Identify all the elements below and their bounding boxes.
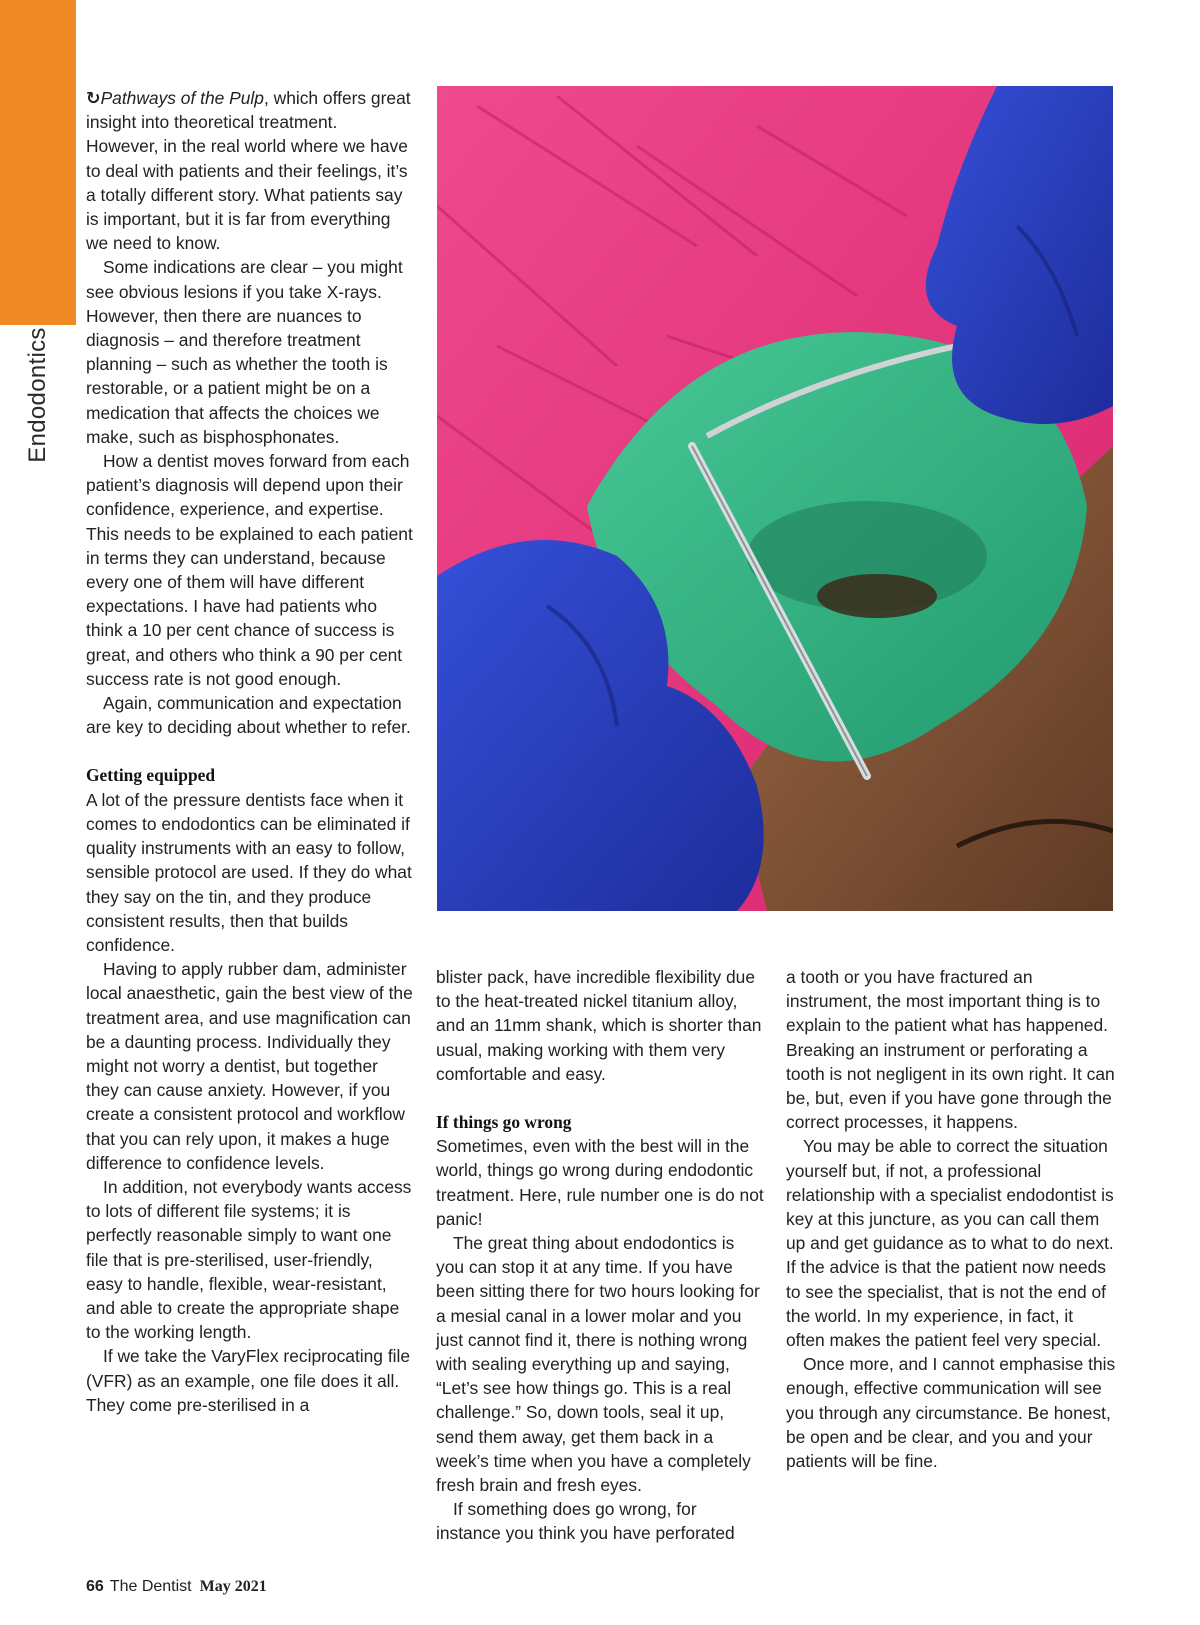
book-title: Pathways of the Pulp: [100, 88, 264, 108]
paragraph: The great thing about endodontics is you can stop it at any time. If you have been sitting there for two hours looking for a mesial canal in a lower molar and you just cannot find it, there is nothing wrong with sealing everything up and saying, “Let’s see how things go. This is a real challenge.” So, down tools, seal it up, send them away, get them back in a week’s time when you have a completely fresh brain and fresh eyes.: [436, 1233, 760, 1496]
issue-date: May 2021: [199, 1578, 267, 1595]
section-tab: [0, 0, 76, 325]
text-column-1: [86, 86, 414, 1417]
paragraph: Having to apply rubber dam, administer local anaesthetic, gain the best view of the treatment area, and use magnification can be a daunting process. Individually they might not worry a dentist, but together they can cause anxiety. However, if you create a consistent protocol and workflow that you can rely upon, it makes a huge difference to confidence levels.: [86, 959, 413, 1173]
continuation-icon: ↻: [86, 88, 101, 108]
paragraph: Once more, and I cannot emphasise this enough, effective communication will see you through any circumstance. Be honest, be open and be clear, and you and your patients will be fine.: [786, 1354, 1116, 1472]
paragraph: A lot of the pressure dentists face when it comes to endodontics can be eliminated if quality instruments with an easy to follow, sensible protocol are used. If they do what they say on the tin, and they produce consistent results, then that builds confidence.: [86, 789, 412, 955]
text-column-3: [786, 965, 1116, 1473]
paragraph: ↻Pathways of the Pulp, which offers great insight into theoretical treatment. However, in the real world where we have to deal with patients and their feelings, it’s a totally different story. What patients say is important, but it is far from everything we need to know.: [86, 88, 411, 254]
page-number: 66: [86, 1578, 104, 1595]
section-label: Endodontics: [24, 327, 51, 463]
paragraph: Again, communication and expectation are key to deciding about whether to refer.: [86, 693, 411, 738]
page-footer: [86, 1578, 267, 1596]
paragraph: a tooth or you have fractured an instrument, the most important thing is to explain to the patient what has happened. Breaking an instrument or perforating a tooth is not negligent in its own right. It can be, but, even if you have gone through the correct processes, it happens.: [786, 967, 1115, 1133]
subheading-if-things-go-wrong: If things go wrong: [436, 1112, 572, 1133]
paragraph: If we take the VaryFlex reciprocating file (VFR) as an example, one file does it all. They come pre-sterilised in a: [86, 1346, 411, 1415]
text-column-2: [436, 965, 766, 1546]
dental-procedure-photo: [437, 86, 1113, 911]
paragraph: Sometimes, even with the best will in the world, things go wrong during endodontic treatment. Here, rule number one is do not panic!: [436, 1136, 764, 1229]
paragraph: Some indications are clear – you might see obvious lesions if you take X-rays. However, then there are nuances to diagnosis – and therefore treatment planning – such as whether the tooth is restorable, or a patient might be on a medication that affects the choices we make, such as bisphosphonates.: [86, 257, 403, 447]
paragraph: If something does go wrong, for instance you think you have perforated: [436, 1499, 735, 1544]
paragraph: How a dentist moves forward from each patient’s diagnosis will depend upon their confidence, experience, and expertise. This needs to be explained to each patient in terms they can understand, because every one of them will have different expectations. I have had patients who think a 10 per cent chance of success is great, and others who think a 90 per cent success rate is not good enough.: [86, 451, 413, 689]
paragraph: In addition, not everybody wants access to lots of different file systems; it is perfectly reasonable simply to want one file that is pre-sterilised, user-friendly, easy to handle, flexible, wear-resistant, and able to create the appropriate shape to the working length.: [86, 1176, 412, 1343]
paragraph: You may be able to correct the situation yourself but, if not, a professional relationship with a specialist endodontist is key at this juncture, as you can call them up and get guidance as to what to do next. If the advice is that the patient now needs to see the specialist, that is not the end of the world. In my experience, in fact, it often makes the patient feel very special.: [786, 1136, 1114, 1351]
paragraph: blister pack, have incredible flexibility due to the heat-treated nickel titanium alloy, and an 11mm shank, which is shorter than usual, making working with them very comfortable and easy.: [436, 967, 762, 1084]
subheading-getting-equipped: Getting equipped: [86, 765, 216, 786]
magazine-name: The Dentist: [109, 1578, 192, 1595]
